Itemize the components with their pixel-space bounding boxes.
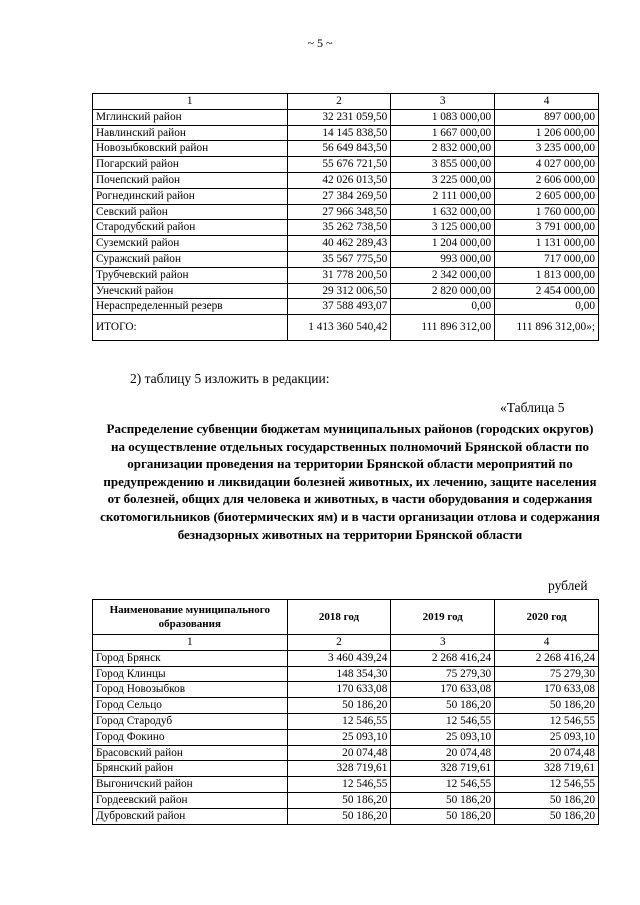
table-body (93, 650, 599, 824)
amount-cell: 2 454 000,00 (495, 283, 599, 299)
table-row (93, 761, 599, 777)
amount-cell: 3 125 000,00 (391, 220, 495, 236)
municipality-name: Город Фокино (93, 729, 288, 745)
total-value: 1 413 360 540,42 (287, 315, 391, 341)
municipality-name: Почепский район (93, 172, 288, 188)
amount-cell: 1 760 000,00 (495, 204, 599, 220)
list-item-2: 2) таблицу 5 изложить в редакции: (130, 371, 330, 386)
units-label: рублей (548, 578, 588, 593)
table-row (93, 236, 599, 252)
amount-cell: 328 719,61 (391, 761, 495, 777)
header-row (93, 600, 599, 635)
municipality-name: Брасовский район (93, 745, 288, 761)
amount-cell: 31 778 200,50 (287, 267, 391, 283)
column-number-row (93, 635, 599, 651)
column-number: 3 (391, 635, 495, 651)
amount-cell: 328 719,61 (287, 761, 391, 777)
amount-cell: 32 231 059,50 (287, 109, 391, 125)
amount-cell: 2 268 416,24 (495, 650, 599, 666)
municipality-name: Новозыбковский район (93, 141, 288, 157)
table-row (93, 713, 599, 729)
amount-cell: 50 186,20 (287, 698, 391, 714)
amount-cell: 0,00 (391, 299, 495, 315)
total-value: 111 896 312,00 (391, 315, 495, 341)
amount-cell: 50 186,20 (495, 808, 599, 824)
total-value: 111 896 312,00»; (495, 315, 599, 341)
amount-cell: 2 342 000,00 (391, 267, 495, 283)
column-number: 2 (287, 94, 391, 110)
amount-cell: 50 186,20 (287, 792, 391, 808)
amount-cell: 42 026 013,50 (287, 172, 391, 188)
amount-cell: 12 546,55 (287, 777, 391, 793)
municipality-name: Стародубский район (93, 220, 288, 236)
amount-cell: 50 186,20 (391, 698, 495, 714)
amount-cell: 2 832 000,00 (391, 141, 495, 157)
table-row (93, 220, 599, 236)
amount-cell: 56 649 843,50 (287, 141, 391, 157)
amount-cell: 1 083 000,00 (391, 109, 495, 125)
amount-cell: 12 546,55 (391, 777, 495, 793)
subsidy-table-continued (92, 93, 599, 341)
table-row (93, 188, 599, 204)
amount-cell: 12 546,55 (287, 713, 391, 729)
amount-cell: 2 605 000,00 (495, 188, 599, 204)
amount-cell: 50 186,20 (391, 792, 495, 808)
amount-cell: 50 186,20 (495, 792, 599, 808)
table-row (93, 682, 599, 698)
amount-cell: 35 262 738,50 (287, 220, 391, 236)
total-label: ИТОГО: (93, 315, 288, 341)
amount-cell: 1 206 000,00 (495, 125, 599, 141)
total-row (93, 315, 599, 341)
amount-cell: 2 606 000,00 (495, 172, 599, 188)
amount-cell: 897 000,00 (495, 109, 599, 125)
municipality-name: Навлинский район (93, 125, 288, 141)
amount-cell: 1 632 000,00 (391, 204, 495, 220)
amount-cell: 170 633,08 (391, 682, 495, 698)
table-row (93, 666, 599, 682)
amount-cell: 3 460 439,24 (287, 650, 391, 666)
table-row (93, 729, 599, 745)
municipality-name: Рогнединский район (93, 188, 288, 204)
column-number: 1 (93, 94, 288, 110)
page-number: ~ 5 ~ (307, 36, 333, 50)
column-number: 3 (391, 94, 495, 110)
table-row (93, 299, 599, 315)
municipality-name: Трубчевский район (93, 267, 288, 283)
amount-cell: 170 633,08 (287, 682, 391, 698)
amount-cell: 328 719,61 (495, 761, 599, 777)
municipality-name: Суражский район (93, 251, 288, 267)
municipality-name: Город Сельцо (93, 698, 288, 714)
amount-cell: 27 384 269,50 (287, 188, 391, 204)
table-5 (92, 599, 599, 825)
table-row (93, 698, 599, 714)
amount-cell: 75 279,30 (495, 666, 599, 682)
amount-cell: 20 074,48 (391, 745, 495, 761)
table-row (93, 172, 599, 188)
column-number: 4 (495, 94, 599, 110)
column-number: 4 (495, 635, 599, 651)
table-row (93, 792, 599, 808)
amount-cell: 14 145 838,50 (287, 125, 391, 141)
municipality-name: Мглинский район (93, 109, 288, 125)
municipality-name: Суземский район (93, 236, 288, 252)
amount-cell: 3 235 000,00 (495, 141, 599, 157)
amount-cell: 25 093,10 (391, 729, 495, 745)
amount-cell: 12 546,55 (391, 713, 495, 729)
municipality-name: Город Новозыбков (93, 682, 288, 698)
municipality-name: Выгоничский район (93, 777, 288, 793)
municipality-name: Дубровский район (93, 808, 288, 824)
amount-cell: 35 567 775,50 (287, 251, 391, 267)
amount-cell: 717 000,00 (495, 251, 599, 267)
amount-cell: 0,00 (495, 299, 599, 315)
table-row (93, 745, 599, 761)
table-title: Распределение субвенции бюджетам муниципальных районов (городских округов) на осуществление отдельных государственных полномочий Брянской области по организации проведения на территории Брянской области мероприятий по предупреждению и ликвидации болезней животных, их лечению, защите населения от болезней, общих для человека и животных, в части оборудования и содержания скотомогильников (биотермических ям) и в части организации отлова и содержания безнадзорных животных на территории Брянской области (100, 421, 600, 542)
amount-cell: 50 186,20 (287, 808, 391, 824)
table-body (93, 109, 599, 314)
amount-cell: 20 074,48 (495, 745, 599, 761)
table-caption: «Таблица 5 (500, 400, 565, 415)
table-row (93, 283, 599, 299)
amount-cell: 4 027 000,00 (495, 157, 599, 173)
amount-cell: 40 462 289,43 (287, 236, 391, 252)
municipality-name: Нераспределенный резерв (93, 299, 288, 315)
municipality-name: Унечский район (93, 283, 288, 299)
amount-cell: 148 354,30 (287, 666, 391, 682)
table-row (93, 808, 599, 824)
column-number: 2 (287, 635, 391, 651)
table-row (93, 109, 599, 125)
table-row (93, 777, 599, 793)
table-row (93, 267, 599, 283)
table-row (93, 204, 599, 220)
municipality-name: Гордеевский район (93, 792, 288, 808)
amount-cell: 2 820 000,00 (391, 283, 495, 299)
column-header-2019: 2019 год (391, 600, 495, 635)
amount-cell: 1 667 000,00 (391, 125, 495, 141)
table-row (93, 650, 599, 666)
municipality-name: Погарский район (93, 157, 288, 173)
municipality-name: Брянский район (93, 761, 288, 777)
amount-cell: 12 546,55 (495, 777, 599, 793)
amount-cell: 2 268 416,24 (391, 650, 495, 666)
amount-cell: 1 813 000,00 (495, 267, 599, 283)
column-number-row (93, 94, 599, 110)
amount-cell: 2 111 000,00 (391, 188, 495, 204)
amount-cell: 50 186,20 (391, 808, 495, 824)
municipality-name: Севский район (93, 204, 288, 220)
municipality-name: Город Брянск (93, 650, 288, 666)
municipality-name: Город Клинцы (93, 666, 288, 682)
amount-cell: 3 225 000,00 (391, 172, 495, 188)
amount-cell: 55 676 721,50 (287, 157, 391, 173)
amount-cell: 75 279,30 (391, 666, 495, 682)
municipality-name: Город Стародуб (93, 713, 288, 729)
amount-cell: 29 312 006,50 (287, 283, 391, 299)
amount-cell: 50 186,20 (495, 698, 599, 714)
amount-cell: 37 588 493,07 (287, 299, 391, 315)
amount-cell: 1 131 000,00 (495, 236, 599, 252)
amount-cell: 3 791 000,00 (495, 220, 599, 236)
amount-cell: 20 074,48 (287, 745, 391, 761)
table-row (93, 125, 599, 141)
amount-cell: 25 093,10 (495, 729, 599, 745)
table-row (93, 251, 599, 267)
amount-cell: 3 855 000,00 (391, 157, 495, 173)
amount-cell: 27 966 348,50 (287, 204, 391, 220)
column-header-2020: 2020 год (495, 600, 599, 635)
column-header-municipality: Наименование муниципального образования (93, 600, 288, 635)
column-header-2018: 2018 год (287, 600, 391, 635)
amount-cell: 993 000,00 (391, 251, 495, 267)
amount-cell: 170 633,08 (495, 682, 599, 698)
column-number: 1 (93, 635, 288, 651)
table-row (93, 141, 599, 157)
amount-cell: 25 093,10 (287, 729, 391, 745)
table-row (93, 157, 599, 173)
amount-cell: 1 204 000,00 (391, 236, 495, 252)
amount-cell: 12 546,55 (495, 713, 599, 729)
